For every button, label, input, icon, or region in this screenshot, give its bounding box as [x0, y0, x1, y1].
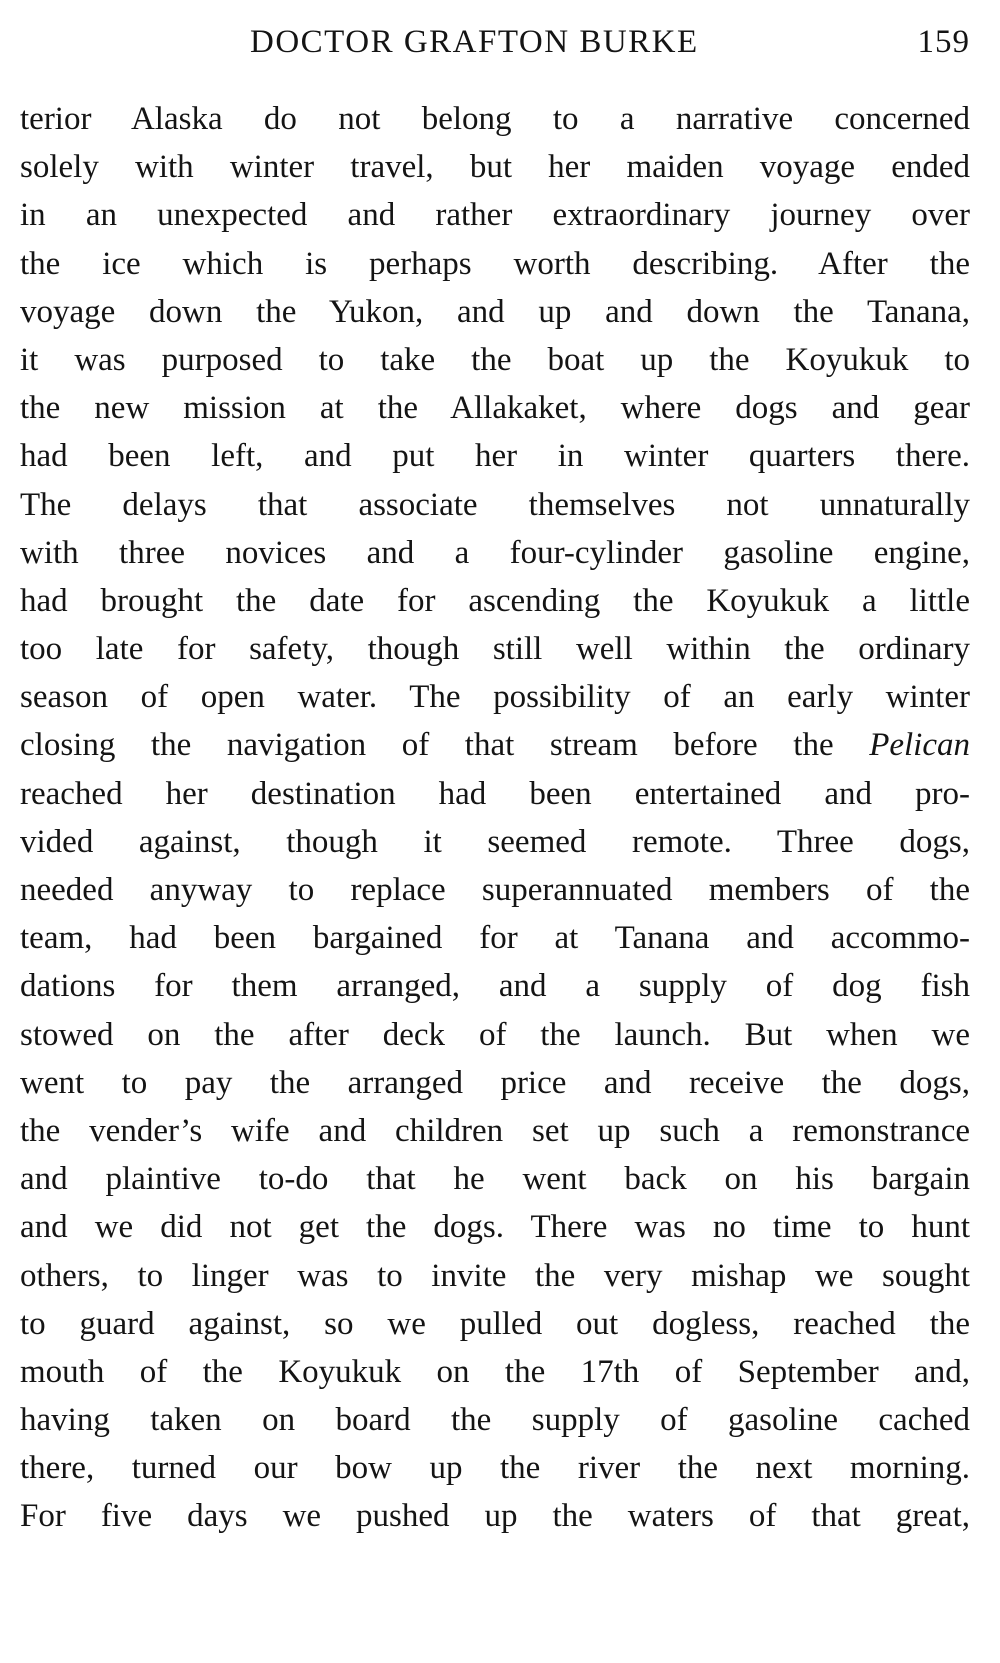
text-line: The delays that associate themselves not unnaturally — [20, 486, 970, 523]
page-header — [20, 18, 970, 68]
text-line: had brought the date for ascending the Koyukuk a little — [20, 582, 970, 619]
text-line: to guard against, so we pulled out dogless, reached the — [20, 1305, 970, 1342]
text-line: having taken on board the supply of gasoline cached — [20, 1402, 970, 1439]
text-line: had been left, and put her in winter quarters there. — [20, 438, 970, 475]
text-line: stowed on the after deck of the launch. But when we — [20, 1016, 970, 1053]
text-line: and we did not get the dogs. There was no time to hunt — [20, 1209, 970, 1246]
text-line: needed anyway to replace superannuated members of the — [20, 872, 970, 908]
text-line: went to pay the arranged price and receive the dogs, — [20, 1064, 970, 1101]
text-line: others, to linger was to invite the very mishap we sought — [20, 1257, 970, 1294]
italic-boat-name: Pelican — [869, 727, 970, 764]
text-line: dations for them arranged, and a supply of dog fish — [20, 968, 970, 1005]
text-line: solely with winter travel, but her maiden voyage ended — [20, 149, 970, 186]
body-text — [20, 95, 970, 1541]
text-line: reached her destination had been entertained and pro- — [20, 775, 970, 812]
text-line: the ice which is perhaps worth describing. After the — [20, 245, 970, 282]
text-line: For five days we pushed up the waters of that great, — [20, 1498, 970, 1535]
text-line: there, turned our bow up the river the next morning. — [20, 1450, 970, 1487]
text-line: closing the navigation of that stream before the Pelican — [20, 727, 970, 764]
page-number: 159 — [917, 24, 970, 60]
text-line: vided against, though it seemed remote. Three dogs, — [20, 823, 970, 860]
text-line: voyage down the Yukon, and up and down the Tanana, — [20, 293, 970, 330]
text-line: in an unexpected and rather extraordinary journey over — [20, 197, 970, 234]
text-line: the new mission at the Allakaket, where dogs and gear — [20, 390, 970, 427]
text-line: team, had been bargained for at Tanana and accommo- — [20, 920, 970, 957]
text-line: too late for safety, though still well within the ordinary — [20, 631, 970, 668]
text-line: it was purposed to take the boat up the Koyukuk to — [20, 341, 970, 378]
text-line: and plaintive to-do that he went back on his bargain — [20, 1161, 970, 1198]
text-line: the vender’s wife and children set up such a remonstrance — [20, 1112, 970, 1149]
text-line: with three novices and a four-cylinder gasoline engine, — [20, 534, 970, 571]
text-line: terior Alaska do not belong to a narrative concerned — [20, 101, 970, 137]
text-line: season of open water. The possibility of an early winter — [20, 679, 970, 716]
running-title: DOCTOR GRAFTON BURKE — [250, 24, 699, 60]
text-line: mouth of the Koyukuk on the 17th of September and, — [20, 1353, 970, 1390]
